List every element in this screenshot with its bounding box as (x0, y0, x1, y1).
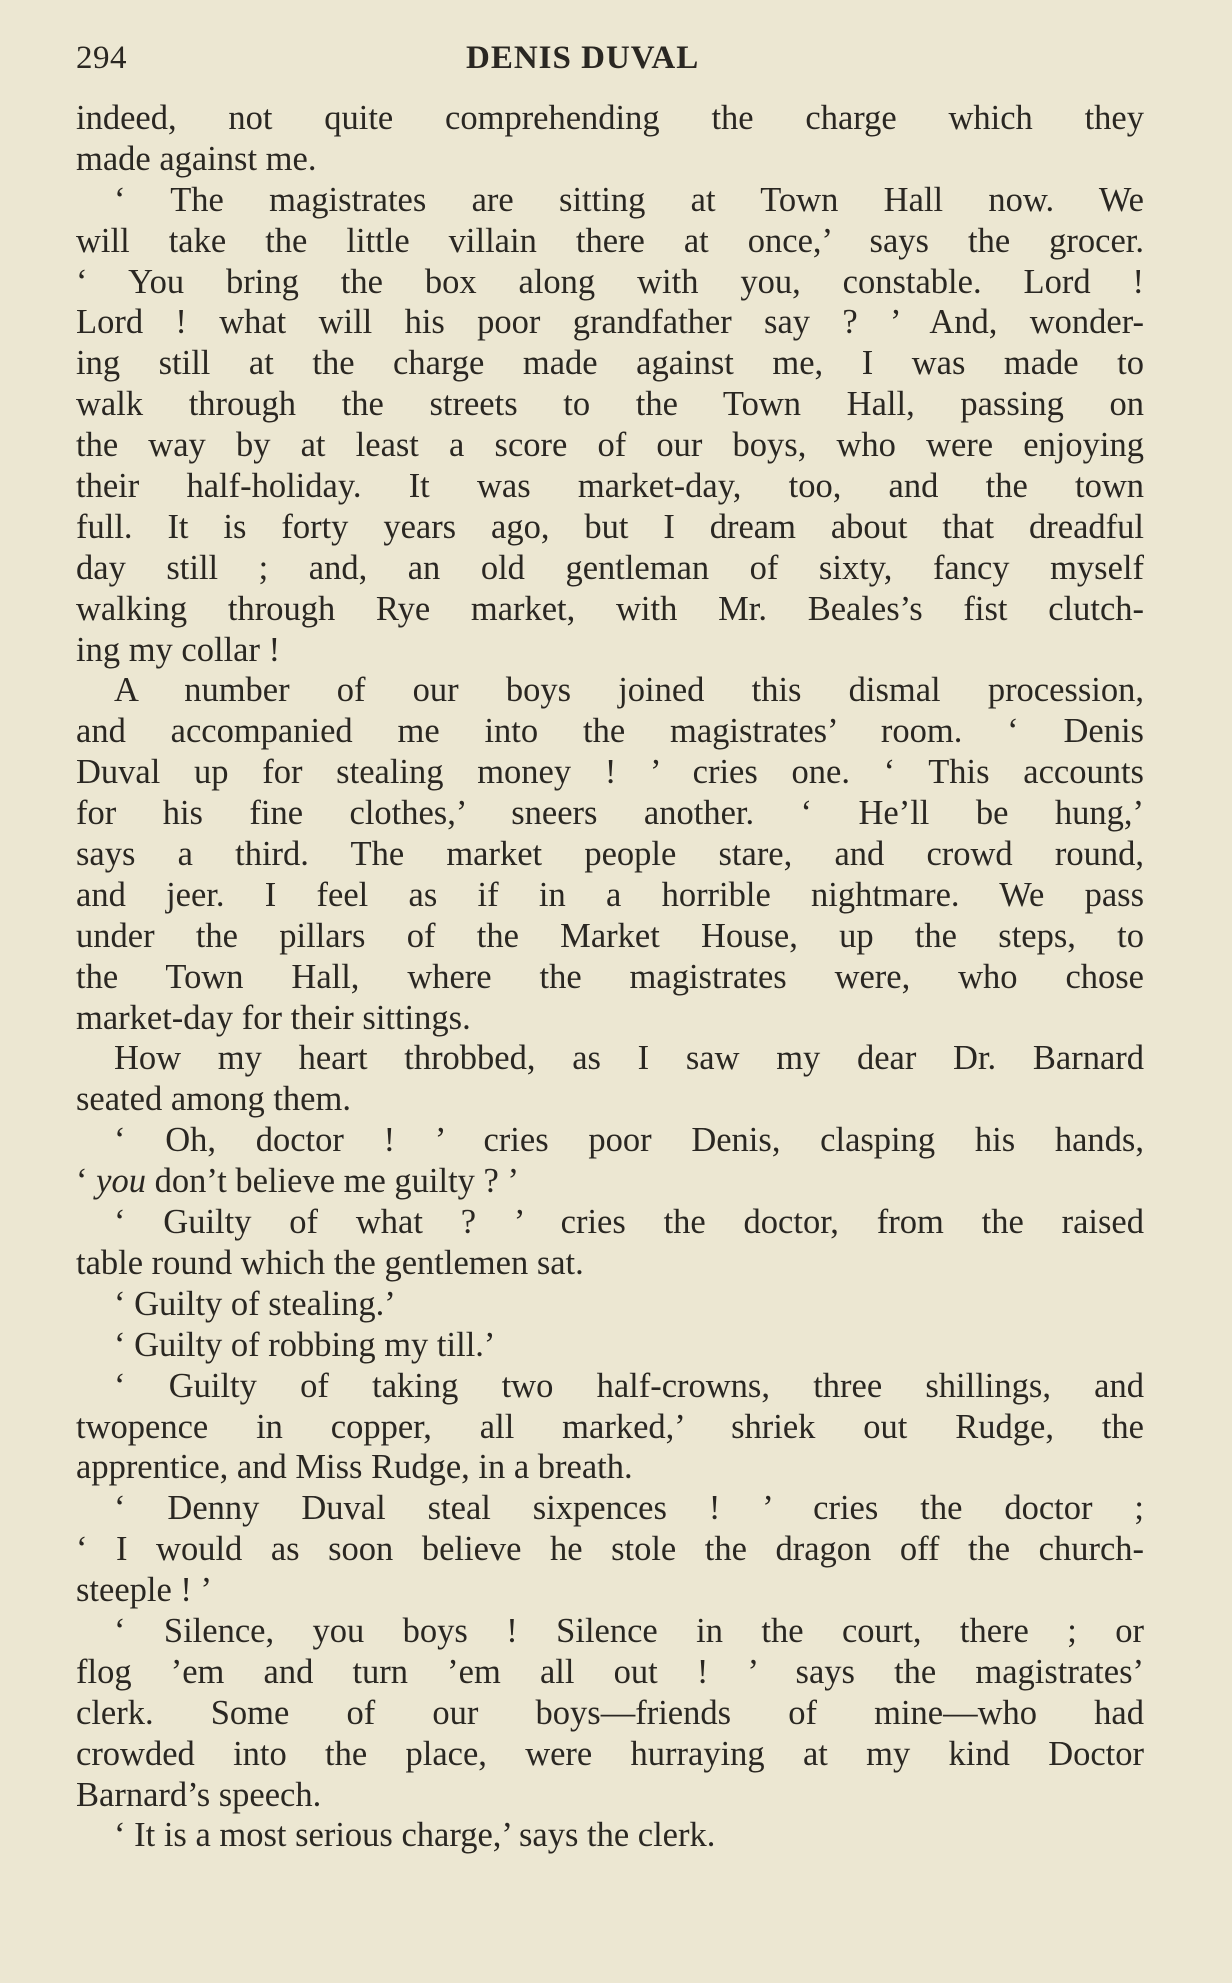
text-line: steeple ! ’ (76, 1571, 213, 1610)
text-line: and jeer. I feel as if in a horrible nightmare. We pass (76, 875, 1144, 914)
quote-mark: ‘ (76, 1162, 88, 1201)
page-number: 294 (76, 40, 127, 76)
body-text (76, 98, 1144, 1856)
text-line: crowded into the place, were hurraying at my kind Doctor (76, 1734, 1144, 1773)
text-line: for his fine clothes,’ sneers another. ‘ He’ll be hung,’ (76, 794, 1144, 833)
text-line: walking through Rye market, with Mr. Beales’s fist clutch- (76, 589, 1144, 628)
text-line: ‘ Denny Duval steal sixpences ! ’ cries the doctor ; (114, 1489, 1144, 1528)
text-line: ing my collar ! (76, 630, 281, 669)
running-title: DENIS DUVAL (466, 40, 700, 76)
text-line: full. It is forty years ago, but I dream about that dreadful (76, 507, 1144, 546)
text-line: ‘ It is a most serious charge,’ says the clerk. (114, 1816, 716, 1855)
text-line: their half-holiday. It was market-day, too, and the town (76, 467, 1144, 506)
text-line: ‘ Guilty of stealing.’ (114, 1284, 396, 1323)
text-line-with-emphasis (76, 1161, 1144, 1202)
text-line: the way by at least a score of our boys, who were enjoying (76, 426, 1144, 465)
text-line: the Town Hall, where the magistrates were, who chose (76, 957, 1144, 996)
text-line: ‘ The magistrates are sitting at Town Hall now. We (114, 180, 1144, 219)
text-line: clerk. Some of our boys—friends of mine—who had (76, 1693, 1144, 1732)
text-line: A number of our boys joined this dismal procession, (114, 671, 1144, 710)
text-line: walk through the streets to the Town Hall, passing on (76, 385, 1144, 424)
text-line: ‘ I would as soon believe he stole the dragon off the church- (76, 1530, 1144, 1569)
text-line: flog ’em and turn ’em all out ! ’ says the magistrates’ (76, 1652, 1144, 1691)
text-line: day still ; and, an old gentleman of sixty, fancy myself (76, 548, 1144, 587)
text-line: will take the little villain there at once,’ says the grocer. (76, 221, 1144, 260)
text-line: Barnard’s speech. (76, 1775, 322, 1814)
text-line: twopence in copper, all marked,’ shriek out Rudge, the (76, 1407, 1144, 1446)
text-line: ‘ You bring the box along with you, constable. Lord ! (76, 262, 1144, 301)
text-line: ‘ Guilty of robbing my till.’ (114, 1325, 496, 1364)
text-line: apprentice, and Miss Rudge, in a breath. (76, 1448, 633, 1487)
text-line: seated among them. (76, 1080, 351, 1119)
text-line: made against me. (76, 139, 317, 178)
text-line: says a third. The market people stare, and crowd round, (76, 835, 1144, 874)
text-line: indeed, not quite comprehending the charge which they (76, 99, 1144, 137)
text-line: How my heart throbbed, as I saw my dear Dr. Barnard (114, 1039, 1144, 1078)
text-line: Lord ! what will his poor grandfather say ? ’ And, wonder- (76, 303, 1144, 342)
text-line: Duval up for stealing money ! ’ cries one. ‘ This accounts (76, 753, 1144, 792)
text-line: ‘ Silence, you boys ! Silence in the court, there ; or (114, 1611, 1144, 1650)
text-line: ‘ Guilty of what ? ’ cries the doctor, from the raised (114, 1203, 1144, 1242)
text-line: ‘ Oh, doctor ! ’ cries poor Denis, clasping his hands, (114, 1121, 1144, 1160)
line-remainder: don’t believe me guilty ? ’ (154, 1162, 519, 1201)
text-line: market-day for their sittings. (76, 998, 471, 1037)
text-line: under the pillars of the Market House, up the steps, to (76, 916, 1144, 955)
text-line: table round which the gentlemen sat. (76, 1243, 584, 1282)
book-page (76, 40, 1144, 1856)
emphasis-you: you (96, 1162, 146, 1201)
text-line: and accompanied me into the magistrates’ room. ‘ Denis (76, 712, 1144, 751)
running-header (76, 40, 1144, 92)
text-line: ing still at the charge made against me, I was made to (76, 344, 1144, 383)
text-line: ‘ Guilty of taking two half-crowns, three shillings, and (114, 1366, 1144, 1405)
